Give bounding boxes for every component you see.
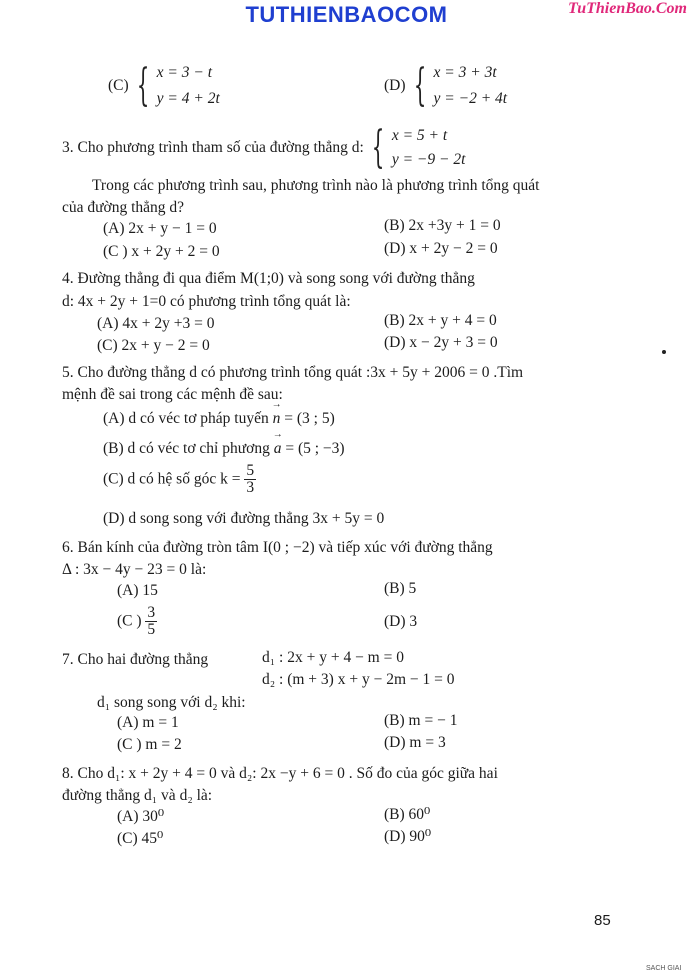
- q5-line1: 5. Cho đường thẳng d có phương trình tổng quát :3x + 5y + 2006 = 0 .Tìm: [62, 364, 524, 381]
- q7-line3: d₁ song song với d₂ khi:: [97, 694, 246, 711]
- q5-line2: mệnh đề sai trong các mệnh đề sau:: [62, 386, 283, 403]
- footer-logo: SACH GIAI: [646, 965, 682, 972]
- q7-d1: d₁ : 2x + y + 4 − m = 0: [262, 649, 404, 666]
- q7-option-d: (D) m = 3: [384, 734, 446, 751]
- q3-stem: 3. Cho phương trình tham số của đường thẳng d: { x = 5 + t y = −9 − 2t: [62, 122, 466, 173]
- q3-line2: Trong các phương trình sau, phương trình nào là phương trình tổng quát: [92, 177, 540, 194]
- q4-line1: 4. Đường thẳng đi qua điểm M(1;0) và song song với đường thẳng: [62, 270, 475, 287]
- q6-line1: 6. Bán kính của đường tròn tâm I(0 ; −2) và tiếp xúc với đường thẳng: [62, 539, 493, 556]
- q2-option-c: (C) { x = 3 − t y = 4 + 2t: [108, 60, 220, 111]
- q5-option-d: (D) d song song với đường thẳng 3x + 5y = 0: [103, 510, 385, 527]
- q3-option-b: (B) 2x +3y + 1 = 0: [384, 217, 501, 234]
- stray-dot: [662, 350, 666, 354]
- q6-option-a: (A) 15: [117, 582, 158, 599]
- q6-line2: Δ : 3x − 4y − 23 = 0 là:: [62, 561, 207, 578]
- q8-line1: 8. Cho d₁: x + 2y + 4 = 0 và d₂: 2x −y + 6 = 0 . Số đo của góc giữa hai: [62, 765, 498, 782]
- q6-option-c: (C ) $\frac{3}{5}$: [117, 604, 156, 638]
- q8-option-b: (B) 60⁰: [384, 806, 431, 823]
- page-number: 85: [594, 912, 611, 929]
- q7-option-c: (C ) m = 2: [117, 736, 182, 753]
- site-logo: TuThienBao.Com: [568, 0, 687, 17]
- q3-option-c: (C ) x + 2y + 2 = 0: [103, 243, 220, 260]
- q5-option-c: (C) d có hệ số góc k = $\frac{5}{3}$: [103, 462, 255, 496]
- q7-option-b: (B) m = − 1: [384, 712, 458, 729]
- q7-d2: d₂ : (m + 3) x + y − 2m − 1 = 0: [262, 671, 455, 688]
- q5-option-a: (A) d có véc tơ pháp tuyến → n = (3 ; 5): [103, 410, 335, 428]
- q6-option-d: (D) 3: [384, 613, 418, 630]
- q4-option-a: (A) 4x + 2y +3 = 0: [97, 315, 215, 332]
- q4-option-d: (D) x − 2y + 3 = 0: [384, 334, 498, 351]
- q6-option-b: (B) 5: [384, 580, 417, 597]
- q5-option-b: (B) d có véc tơ chỉ phương → a = (5 ; −3): [103, 440, 345, 458]
- q4-option-b: (B) 2x + y + 4 = 0: [384, 312, 497, 329]
- q4-option-c: (C) 2x + y − 2 = 0: [97, 337, 210, 354]
- site-title: TUTHIENBAOCOM: [245, 2, 448, 27]
- q3-line3: của đường thẳng d?: [62, 199, 185, 216]
- q7-stem: 7. Cho hai đường thẳng: [62, 651, 209, 668]
- q7-option-a: (A) m = 1: [117, 714, 179, 731]
- q3-option-a: (A) 2x + y − 1 = 0: [103, 220, 217, 237]
- q2-option-d: (D) { x = 3 + 3t y = −2 + 4t: [384, 60, 508, 111]
- q8-option-c: (C) 45⁰: [117, 830, 164, 847]
- q8-option-a: (A) 30⁰: [117, 808, 165, 825]
- q8-line2: đường thẳng d₁ và d₂ là:: [62, 787, 213, 804]
- q3-option-d: (D) x + 2y − 2 = 0: [384, 240, 498, 257]
- q4-line2: d: 4x + 2y + 1=0 có phương trình tổng quát là:: [62, 293, 351, 310]
- q8-option-d: (D) 90⁰: [384, 828, 432, 845]
